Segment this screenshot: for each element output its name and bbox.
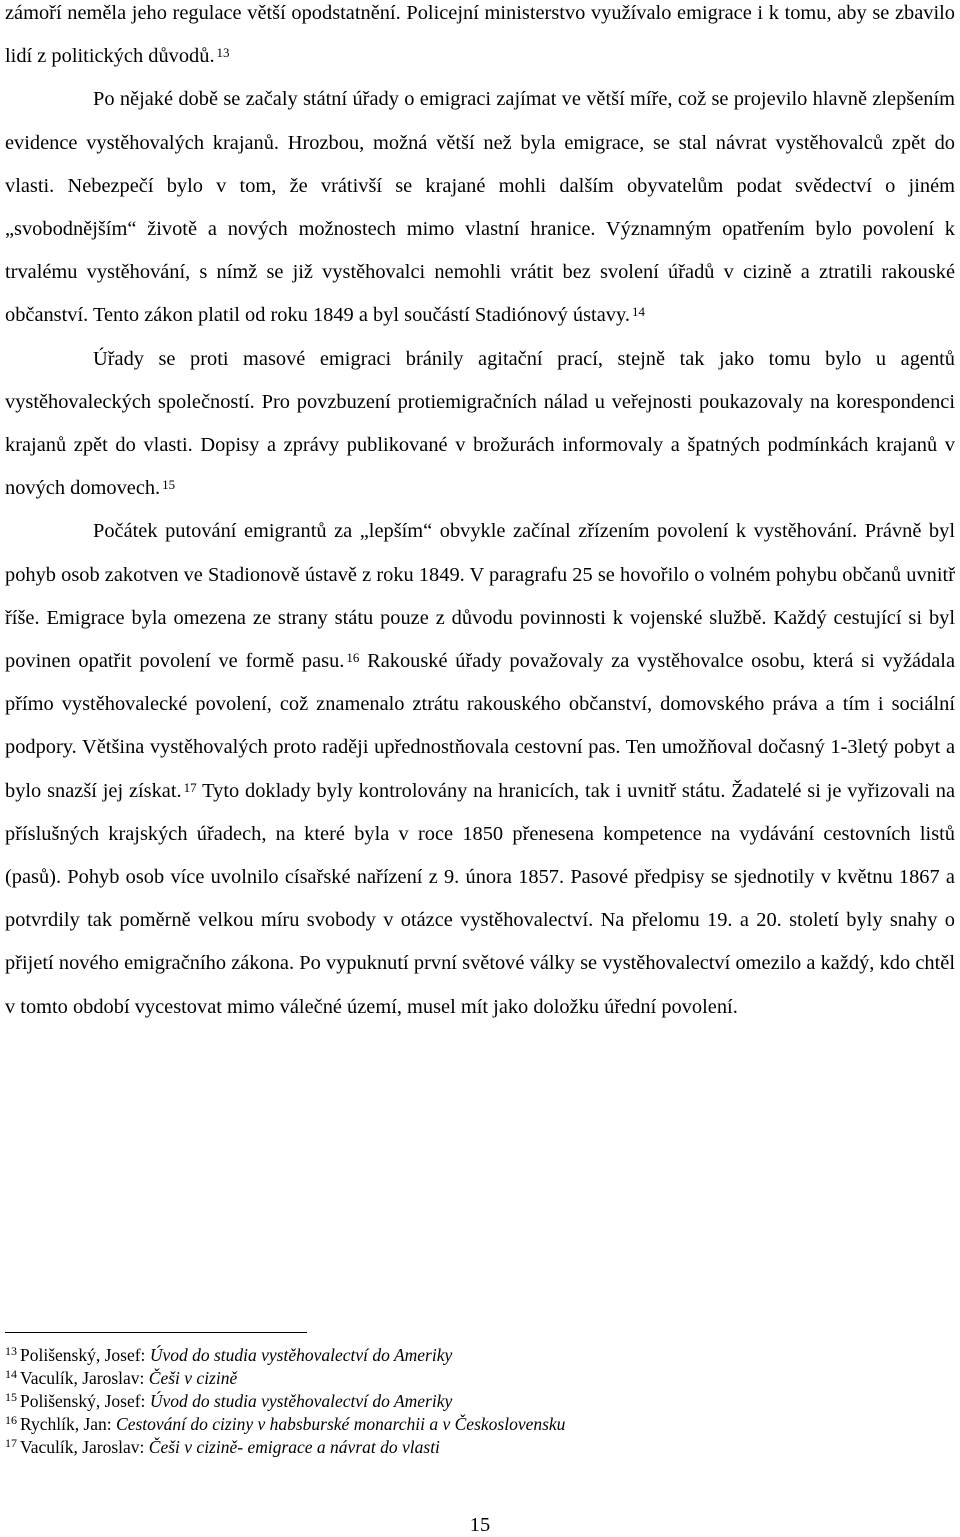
paragraph	[5, 510, 955, 1028]
footnote-title: Češi v cizině- emigrace a návrat do vlasti	[148, 1437, 440, 1457]
footnote	[5, 1390, 955, 1413]
footnote-author: Rychlík, Jan:	[20, 1414, 117, 1434]
paragraph-text: Úřady se proti masové emigraci bránily agitační prací, stejně tak jako tomu bylo u agentů vystěhovaleckých společností. Pro povzbuzení protiemigračních nálad u veřejnosti poukazovaly na korespondenci krajanů zpět do vlasti. Dopisy a zprávy publikované v brožurách informovaly a špatných podmínkách krajanů v nových domovech.	[5, 347, 955, 500]
footnote-title: Cestování do ciziny v habsburské monarchii a v Československu	[116, 1414, 566, 1434]
paragraph-text: zámoří neměla jeho regulace větší opodstatnění. Policejní ministerstvo využívalo emigrace i k tomu, aby se zbavilo lidí z politických důvodů.	[5, 2, 955, 68]
page-number: 15	[469, 1514, 491, 1536]
paragraph-text: Počátek putování emigrantů za „lepším“ obvykle začínal zřízením povolení k vystěhování. Právně byl pohyb osob zakotven ve Stadionově ústavě z roku 1849. V paragrafu 25 se hovořilo o volném pohybu občanů uvnitř říše. Emigrace byla omezena ze strany státu pouze z důvodu povinnosti k vojenské službě. Každý cestující si byl povinen opatřit povolení ve formě pasu.	[5, 520, 955, 673]
footnote	[5, 1436, 955, 1459]
footnote-title: Češi v cizině	[148, 1368, 238, 1388]
paragraph-text: Rakouské úřady považovaly za vystěhovalce osobu, která si vyžádala přímo vystěhovalecké povolení, což znamenalo ztrátu rakouského občanství, domovského práva a tím i sociální podpory. Většina vystěhovalých proto raději upřednostňovala cestovní pas. Ten umožňoval dočasný 1-3letý pobyt a bylo snazší jej získat.	[5, 650, 956, 802]
footnote-reference: 14	[631, 304, 645, 320]
footnote-number: 14	[5, 1367, 17, 1381]
paragraph	[5, 0, 955, 78]
footnote-reference: 17	[183, 779, 197, 795]
paragraph-text: Tyto doklady byly kontrolovány na hranicích, tak i uvnitř státu. Žadatelé si je vyřizovali na příslušných krajských úřadech, na které byla v roce 1850 přenesena kompetence na vydávání cestovních listů (pasů). Pohyb osob více uvolnilo císařské nařízení z 9. února 1857. Pasové předpisy se sjednotily v květnu 1867 a potvrdily tak poměrně velkou míru svobody v otázce vystěhovalectví. Na přelomu 19. a 20. století byly snahy o přijetí nového emigračního zákona. Po vypuknutí první světové války se vystěhovalectví omezilo a každý, kdo chtěl v tomto období vycestovat mimo válečné území, musel mít jako doložku úřední povolení.	[5, 779, 955, 1018]
footnote-author: Polišenský, Josef:	[20, 1345, 150, 1365]
footnote-title: Úvod do studia vystěhovalectví do Ameriky	[149, 1345, 453, 1365]
document-page	[5, 0, 955, 1537]
footnote-title: Úvod do studia vystěhovalectví do Ameriky	[149, 1391, 453, 1411]
footnote-reference: 16	[346, 650, 360, 666]
footnotes	[5, 1344, 955, 1459]
footnote-number: 17	[5, 1436, 17, 1450]
footnote-author: Vaculík, Jaroslav:	[20, 1437, 149, 1457]
footnote-reference: 13	[216, 45, 230, 61]
footnote-separator	[5, 1332, 307, 1333]
body-text	[5, 0, 955, 1029]
footnote-reference: 15	[162, 477, 176, 493]
footnote	[5, 1344, 955, 1367]
paragraph	[5, 78, 955, 337]
footnote-number: 13	[5, 1344, 17, 1358]
footnote	[5, 1413, 955, 1436]
footnote-number: 15	[5, 1390, 17, 1404]
footnote	[5, 1367, 955, 1390]
footnote-author: Polišenský, Josef:	[20, 1391, 150, 1411]
footnote-author: Vaculík, Jaroslav:	[20, 1368, 149, 1388]
paragraph	[5, 338, 955, 511]
paragraph-text: Po nějaké době se začaly státní úřady o emigraci zajímat ve větší míře, což se projevilo hlavně zlepšením evidence vystěhovalých krajanů. Hrozbou, možná větší než byla emigrace, se stal návrat vystěhovalců zpět do vlasti. Nebezpečí bylo v tom, že vrátivší se krajané mohli dalším obyvatelům podat svědectví o jiném „svobodnějším“ životě a nových možnostech mimo vlastní hranice. Významným opatřením bylo povolení k trvalému vystěhování, s nímž se již vystěhovalci nemohli vrátit bez svolení úřadů v cizině a ztratili rakouské občanství. Tento zákon platil od roku 1849 a byl součástí Stadiónový ústavy.	[5, 88, 955, 327]
footnote-number: 16	[5, 1413, 17, 1427]
